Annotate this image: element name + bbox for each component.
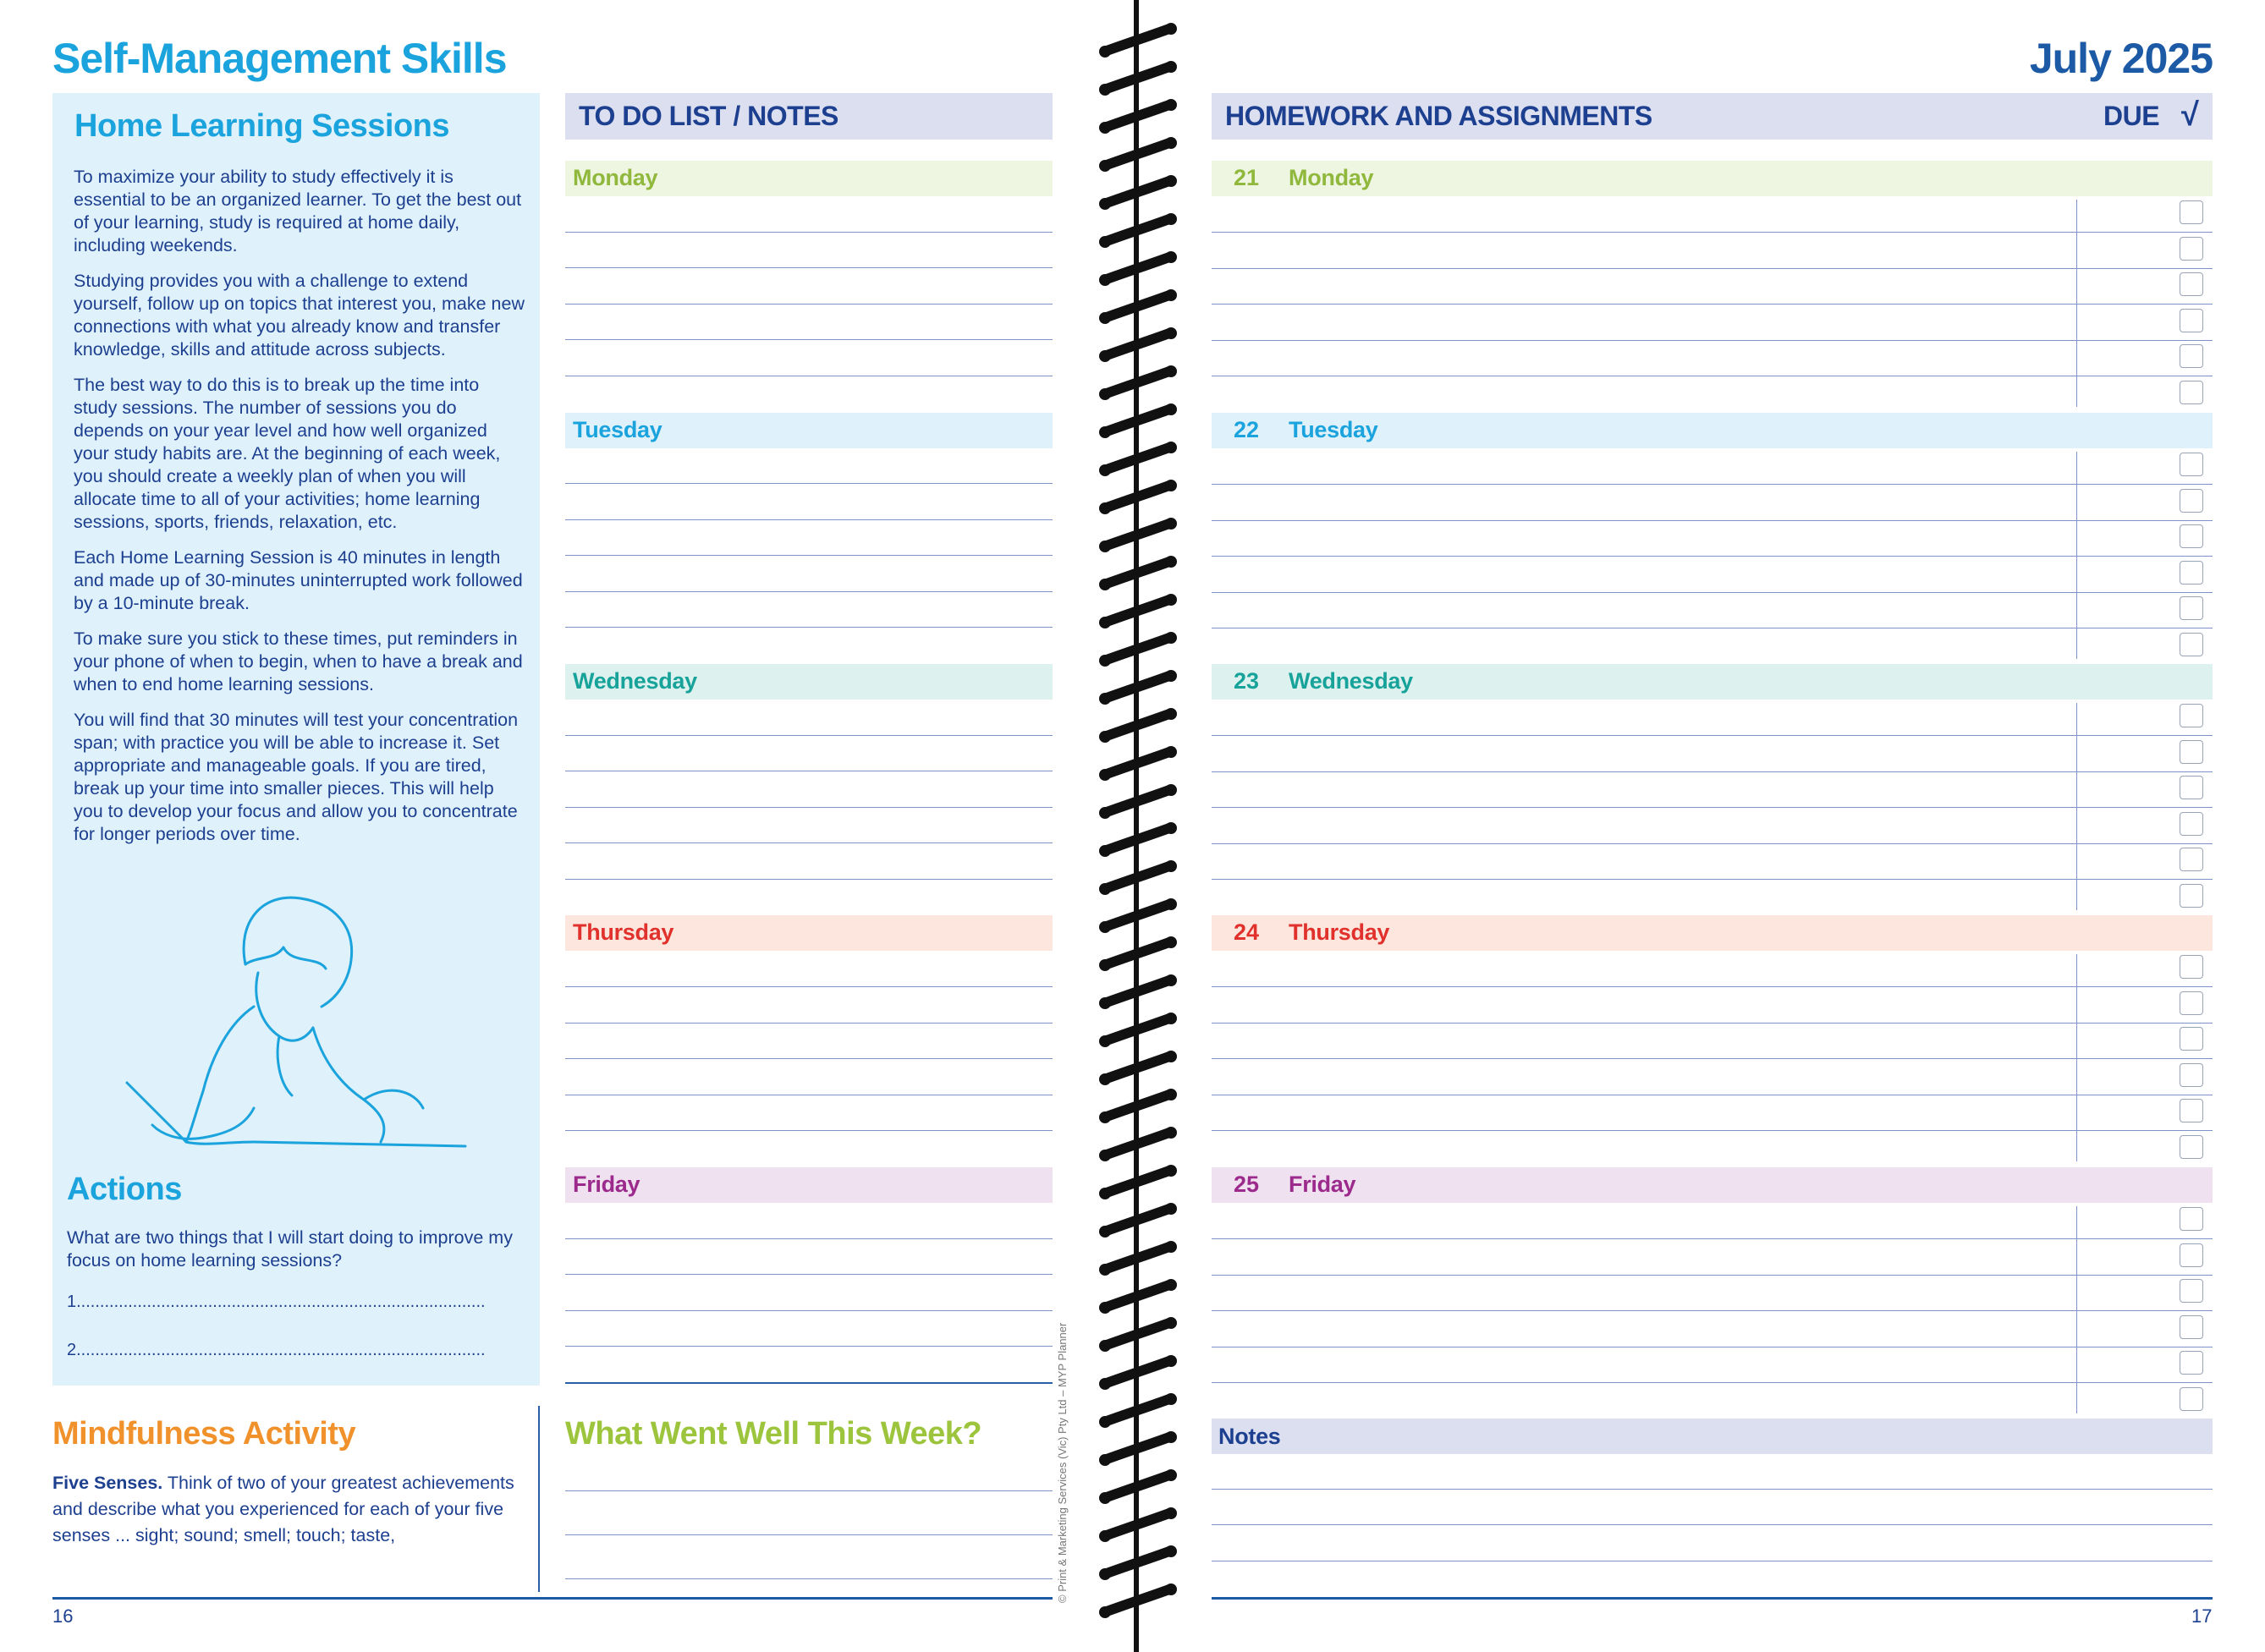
hw-line[interactable]: [1212, 304, 2213, 305]
studying-student-illustration: [110, 888, 482, 1167]
notes-line[interactable]: [1212, 1489, 2213, 1490]
info-paragraph: You will find that 30 minutes will test your concentration span; with practice you will be able to increase it. Set appropriate and manageable goals. If you are tired, break up your time into smaller pieces. This will help you to develop your focus and allow you to concentrate for longer periods over time.: [74, 710, 519, 844]
hw-line[interactable]: [1212, 1023, 2213, 1024]
actions-heading: Actions: [67, 1172, 182, 1207]
column-divider: [538, 1406, 540, 1592]
info-body: [74, 166, 526, 859]
hw-checkbox[interactable]: [2180, 848, 2203, 871]
actions-question: What are two things that I will start doing to improve my focus on home learning sessions?: [67, 1227, 513, 1271]
spiral-spine: [1134, 0, 1139, 1652]
hw-line[interactable]: [1212, 879, 2213, 880]
todo-line[interactable]: [565, 304, 1053, 305]
hw-line[interactable]: [1212, 1310, 2213, 1311]
answer-line-1[interactable]: 1.......................................................................................: [67, 1293, 486, 1311]
mindfulness-body: Think of two of your greatest achievements and describe what you experienced for each of your five senses ... sight; sound; smell; touch; taste,: [52, 1473, 514, 1545]
hw-checkbox[interactable]: [2180, 991, 2203, 1015]
hw-date-wednesday: 23: [1234, 668, 1260, 694]
page-number-right: 17: [2191, 1605, 2213, 1627]
went-well-line[interactable]: [565, 1534, 1053, 1535]
todo-line[interactable]: [565, 1274, 1053, 1275]
left-bottom-rule: [52, 1597, 1053, 1600]
hw-day-bar-friday: [1212, 1167, 2213, 1203]
done-check-label: √: [2181, 97, 2199, 133]
hw-checkbox[interactable]: [2180, 344, 2203, 368]
todo-line[interactable]: [565, 519, 1053, 520]
hw-checkbox[interactable]: [2180, 1315, 2203, 1339]
hw-checkbox[interactable]: [2180, 1279, 2203, 1303]
hw-line[interactable]: [1212, 735, 2213, 736]
hw-checkbox[interactable]: [2180, 1063, 2203, 1087]
hw-line[interactable]: [1212, 232, 2213, 233]
hw-day-monday: Monday: [1289, 165, 1374, 190]
info-paragraph: Each Home Learning Session is 40 minutes in length and made up of 30-minutes uninterrupted work followed by a 10-minute break.: [74, 547, 523, 613]
todo-line[interactable]: [565, 1382, 1053, 1384]
page-title: Self-Management Skills: [52, 35, 507, 82]
hw-day-thursday: Thursday: [1289, 919, 1390, 945]
right-bottom-rule: [1212, 1597, 2213, 1600]
todo-day-friday: Friday: [573, 1172, 640, 1197]
hw-checkbox[interactable]: [2180, 1099, 2203, 1122]
went-well-heading: What Went Well This Week?: [565, 1416, 982, 1452]
hw-checkbox[interactable]: [2180, 596, 2203, 620]
todo-header: TO DO LIST / NOTES: [579, 101, 838, 131]
mindfulness-lead: Five Senses.: [52, 1473, 163, 1493]
hw-line[interactable]: [1212, 1382, 2213, 1383]
hw-checkbox[interactable]: [2180, 740, 2203, 764]
hw-checkbox[interactable]: [2180, 704, 2203, 727]
hw-line[interactable]: [1212, 807, 2213, 808]
went-well-line[interactable]: [565, 1490, 1053, 1491]
hw-day-tuesday: Tuesday: [1289, 417, 1378, 442]
hw-checkbox[interactable]: [2180, 1387, 2203, 1411]
todo-line[interactable]: [565, 842, 1053, 843]
todo-line[interactable]: [565, 1023, 1053, 1024]
hw-checkbox[interactable]: [2180, 237, 2203, 261]
info-heading: Home Learning Sessions: [74, 108, 450, 144]
hw-checkbox[interactable]: [2180, 1135, 2203, 1159]
copyright-note: © Print & Marketing Services (Vic) Pty Ltd – MYP Planner: [1056, 1322, 1069, 1603]
went-well-line[interactable]: [565, 1578, 1053, 1579]
todo-line[interactable]: [565, 807, 1053, 808]
todo-line[interactable]: [565, 735, 1053, 736]
hw-checkbox[interactable]: [2180, 561, 2203, 585]
hw-checkbox[interactable]: [2180, 381, 2203, 404]
answer-line-2[interactable]: 2.......................................................................................: [67, 1341, 486, 1359]
hw-checkbox[interactable]: [2180, 955, 2203, 979]
todo-line[interactable]: [565, 1058, 1053, 1059]
todo-line[interactable]: [565, 1130, 1053, 1131]
info-paragraph: The best way to do this is to break up the time into study sessions. The number of sessions you do depends on your year level and how well organized your study habits are. At the beginning of each week, you should create a weekly plan of when you will allocate time to all of your activities; home learning sessions, sports, friends, relaxation, etc.: [74, 375, 501, 532]
hw-checkbox[interactable]: [2180, 1243, 2203, 1267]
hw-line[interactable]: [1212, 268, 2213, 269]
hw-checkbox[interactable]: [2180, 884, 2203, 908]
todo-line[interactable]: [565, 555, 1053, 556]
info-paragraph: To maximize your ability to study effectively it is essential to be an organized learner. To get the best out of your learning, study is required at home daily, including weekends.: [74, 167, 522, 255]
hw-checkbox[interactable]: [2180, 272, 2203, 296]
todo-line[interactable]: [565, 879, 1053, 880]
hw-line[interactable]: [1212, 1238, 2213, 1239]
spiral-binding: [1091, 0, 1193, 1652]
hw-checkbox[interactable]: [2180, 633, 2203, 656]
todo-day-wednesday: Wednesday: [573, 668, 697, 694]
hw-date-tuesday: 22: [1234, 417, 1260, 442]
hw-checkbox[interactable]: [2180, 1351, 2203, 1375]
hw-line[interactable]: [1212, 771, 2213, 772]
notes-line[interactable]: [1212, 1524, 2213, 1525]
hw-checkbox[interactable]: [2180, 489, 2203, 513]
hw-checkbox[interactable]: [2180, 812, 2203, 836]
hw-line[interactable]: [1212, 1275, 2213, 1276]
todo-line[interactable]: [565, 1346, 1053, 1347]
hw-line[interactable]: [1212, 520, 2213, 521]
todo-day-monday: Monday: [573, 165, 658, 190]
todo-line[interactable]: [565, 483, 1053, 484]
notes-bar: [1212, 1419, 2213, 1454]
todo-line[interactable]: [565, 1238, 1053, 1239]
hw-line[interactable]: [1212, 986, 2213, 987]
hw-date-thursday: 24: [1234, 919, 1260, 945]
hw-date-friday: 25: [1234, 1172, 1260, 1197]
hw-line[interactable]: [1212, 340, 2213, 341]
todo-day-thursday: Thursday: [573, 919, 674, 945]
due-label: DUE: [2103, 101, 2160, 131]
notes-label: Notes: [1218, 1424, 1281, 1449]
hw-checkbox[interactable]: [2180, 1027, 2203, 1051]
hw-line[interactable]: [1212, 1130, 2213, 1131]
mindfulness-heading: Mindfulness Activity: [52, 1416, 356, 1452]
hw-checkbox[interactable]: [2180, 453, 2203, 476]
hw-day-friday: Friday: [1289, 1172, 1356, 1197]
todo-line[interactable]: [565, 986, 1053, 987]
mindfulness-text: [52, 1470, 535, 1549]
hw-line[interactable]: [1212, 556, 2213, 557]
hw-line[interactable]: [1212, 592, 2213, 593]
info-paragraph: Studying provides you with a challenge to extend yourself, follow up on topics that interest you, make new connections with what you already know and transfer knowledge, skills and attitude across subjects.: [74, 271, 525, 359]
todo-line[interactable]: [565, 627, 1053, 628]
todo-line[interactable]: [565, 591, 1053, 592]
hw-checkbox[interactable]: [2180, 776, 2203, 799]
hw-checkbox[interactable]: [2180, 309, 2203, 332]
todo-line[interactable]: [565, 232, 1053, 233]
hw-checkbox[interactable]: [2180, 1207, 2203, 1231]
hw-date-monday: 21: [1234, 165, 1260, 190]
month-title: July 2025: [2029, 35, 2213, 82]
todo-line[interactable]: [565, 267, 1053, 268]
hw-line[interactable]: [1212, 484, 2213, 485]
hw-checkbox[interactable]: [2180, 200, 2203, 224]
hw-line[interactable]: [1212, 1058, 2213, 1059]
todo-line[interactable]: [565, 339, 1053, 340]
hw-checkbox[interactable]: [2180, 524, 2203, 548]
todo-line[interactable]: [565, 1310, 1053, 1311]
hw-day-wednesday: Wednesday: [1289, 668, 1413, 694]
info-paragraph: To make sure you stick to these times, put reminders in your phone of when to begin, when to have a break and when to end home learning sessions.: [74, 628, 523, 694]
homework-header: HOMEWORK AND ASSIGNMENTS: [1225, 101, 1652, 131]
todo-day-tuesday: Tuesday: [573, 417, 662, 442]
page-number-left: 16: [52, 1605, 74, 1627]
hw-line[interactable]: [1212, 843, 2213, 844]
